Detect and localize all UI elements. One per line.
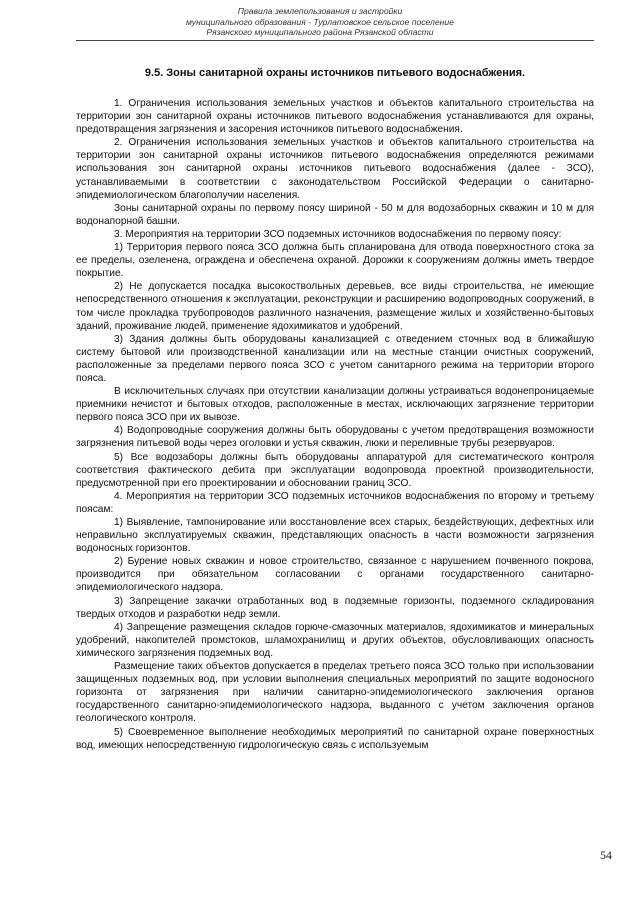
paragraph: 2) Не допускается посадка высокоствольных деревьев, все виды строительства, не имеющие непосредственного отношения к эксплуатации, реконструкции и расширению водопроводных сооружений, в том числе прокладка трубопроводов различного назначения, размещение жилых и хозяйственно-бытовых зданий, проживание людей, применение ядохимикатов и удобрений.	[76, 281, 594, 332]
paragraph: Размещение таких объектов допускается в пределах третьего пояса ЗСО только при использовании защищенных подземных вод, при условии выполнения специальных мероприятий по защите водоносного горизонта от загрязнения при наличии санитарно-эпидемиологического заключения органов государственного санитарно-эпидемиологического надзора, выданного с учетом заключения органов геологического контроля.	[76, 661, 594, 725]
paragraph: 4) Запрещение размещения складов горюче-смазочных материалов, ядохимикатов и минеральных удобрений, накопителей промстоков, шламохранилищ и других объектов, обусловливающих опасность химического загрязнения подземных вод.	[76, 621, 594, 659]
paragraph: 3) Запрещение закачки отработанных вод в подземные горизонты, подземного складирования твердых отходов и разработки недр земли.	[76, 595, 594, 620]
page-number: 54	[600, 848, 612, 862]
header-line-3: Рязанского муниципального района Рязанской области	[206, 27, 434, 38]
paragraph: 3. Мероприятия на территории ЗСО подземных источников водоснабжения по первому поясу:	[114, 228, 562, 240]
header-line-1: Правила землепользования и застройки	[237, 6, 403, 16]
paragraph: 4) Водопроводные сооружения должны быть оборудованы с учетом предотвращения возможности загрязнения питьевой воды через оголовки и устья скважин, люки и переливные трубы резервуаров.	[76, 425, 594, 450]
paragraph: 2) Бурение новых скважин и новое строительство, связанное с нарушением почвенного покрова, производится при обязательном согласовании с органами государственного санитарно-эпидемиологического надзора.	[76, 556, 594, 594]
paragraph: 5) Все водозаборы должны быть оборудованы аппаратурой для систематического контроля соответствия фактического дебита при эксплуатации водопровода проектной производительности, предусмотренной при его проектировании и обосновании границ ЗСО.	[76, 451, 594, 489]
paragraph: В исключительных случаях при отсутствии канализации должны устраиваться водонепроницаемые приемники нечистот и бытовых отходов, расположенные в местах, исключающих загрязнение территории первого пояса ЗСО при их вывозе.	[76, 386, 594, 424]
section-title: 9.5. Зоны санитарной охраны источников питьевого водоснабжения.	[144, 67, 526, 79]
paragraph: 5) Своевременное выполнение необходимых мероприятий по санитарной охране поверхностных вод, имеющих непосредственную гидрологическую связь с используемым	[76, 726, 594, 751]
header-line-2: муниципального образования - Турлатовское сельское поселение	[186, 16, 454, 27]
paragraph: 3) Здания должны быть оборудованы канализацией с отведением сточных вод в ближайшую систему бытовой или производственной канализации или на местные станции очистных сооружений, расположенные за пределами первого пояса ЗСО с учетом санитарного режима на территории второго пояса.	[76, 333, 594, 384]
paragraph: 1) Территория первого пояса ЗСО должна быть спланирована для отвода поверхностного стока за ее пределы, озеленена, ограждена и обеспечена охраной. Дорожки к сооружениям должны иметь твердое покрытие.	[76, 242, 594, 280]
paragraph: 1) Выявление, тампонирование или восстановление всех старых, бездействующих, дефектных или неправильно эксплуатируемых скважин, представляющих опасность в части возможности загрязнения водоносных горизонтов.	[76, 517, 594, 555]
paragraph: 1. Ограничения использования земельных участков и объектов капитального строительства на территории зон санитарной охраны источников питьевого водоснабжения устанавливаются для охраны, предотвращения загрязнения и засорения источников питьевого водоснабжения.	[76, 98, 594, 136]
running-header	[60, 6, 580, 38]
paragraph: 2. Ограничения использования земельных участков и объектов капитального строительства на территории зон санитарной охраны источников питьевого водоснабжения определяются режимами использования зон санитарной охраны источников питьевого водоснабжения (далее - ЗСО), устанавливаемыми в соответствии с законодательством Российской Федерации о санитарно-эпидемиологическом благополучии населения.	[76, 137, 594, 201]
header-rule	[76, 40, 594, 41]
paragraph: 4. Мероприятия на территории ЗСО подземных источников водоснабжения по второму и третьему поясам:	[76, 490, 594, 515]
paragraph: Зоны санитарной охраны по первому поясу шириной - 50 м для водозаборных скважин и 10 м для водонапорной башни.	[76, 202, 594, 227]
document-body	[76, 97, 594, 752]
